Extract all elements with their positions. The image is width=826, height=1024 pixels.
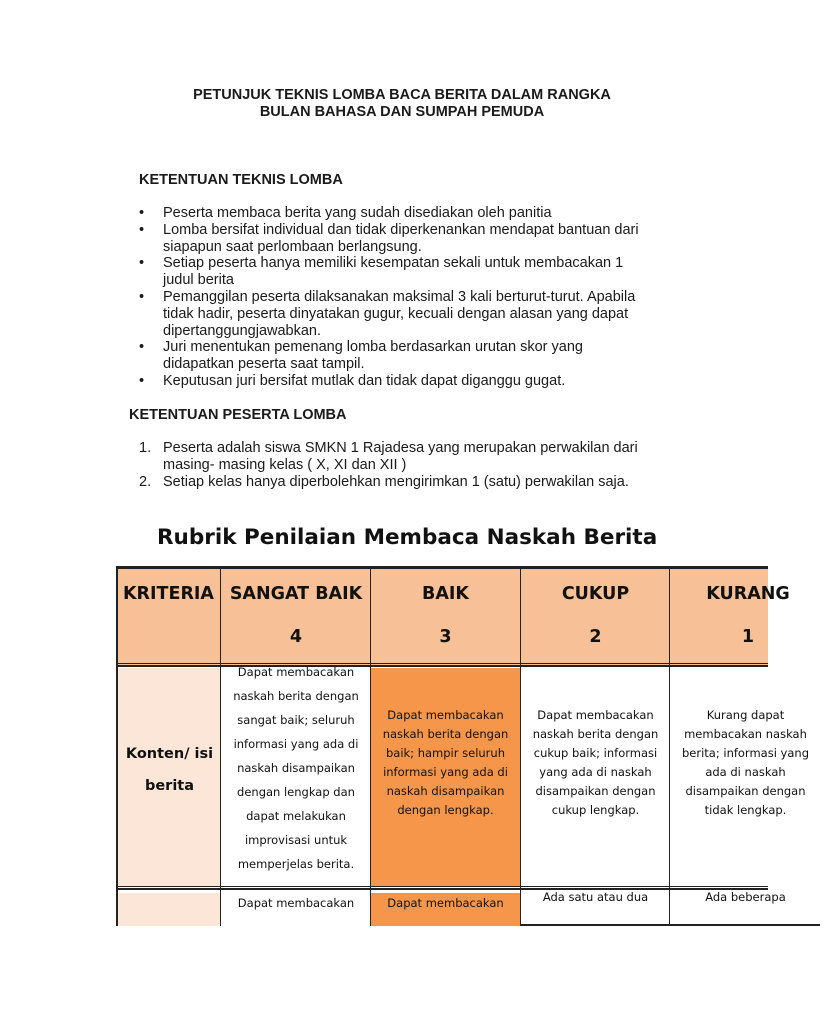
list-item: • Pemanggilan peserta dilaksanakan maksimal 3 kali berturut-turut. Apabila tidak hadir, peserta dinyatakan gugur, kecuali dengan alasan yang dapat dipertanggungjawabkan. — [139, 288, 636, 339]
list-item: • Keputusan juri bersifat mutlak dan tidak dapat diganggu gugat. — [139, 372, 566, 389]
header-cukup: CUKUP 2 — [561, 584, 630, 647]
header-baik: BAIK 3 — [422, 584, 469, 647]
cell-baik-row1: Dapat membacakan naskah berita dengan baik; hampir seluruh informasi yang ada di naskah disampaikan dengan lengkap. — [382, 708, 509, 817]
title-line-1: PETUNJUK TEKNIS LOMBA BACA BERITA DALAM RANGKA — [193, 87, 611, 103]
criterion-konten: Konten/ isi berita — [125, 746, 214, 794]
teknis-list — [139, 205, 653, 390]
peserta-list — [139, 440, 653, 490]
section-heading-peserta: KETENTUAN PESERTA LOMBA — [129, 407, 347, 423]
section-heading-teknis: KETENTUAN TEKNIS LOMBA — [139, 172, 343, 188]
header-kriteria: KRITERIA — [123, 584, 214, 604]
header-sangat-baik: SANGAT BAIK 4 — [229, 584, 363, 647]
list-item: 1. Peserta adalah siswa SMKN 1 Rajadesa yang merupakan perwakilan dari masing- masing kelas ( X, XI dan XII ) — [139, 440, 638, 473]
document-title — [150, 87, 654, 121]
cell-sangat-baik-row1: Dapat membacakan naskah berita dengan sangat baik; seluruh informasi yang ada di naskah disampaikan dengan lengkap dan dapat melakukan improvisasi untuk memperjelas berita. — [233, 665, 359, 871]
cell-kurang-row2: Ada beberapa — [705, 890, 786, 904]
list-item: • Setiap peserta hanya memiliki kesempatan sekali untuk membacakan 1 judul berita — [139, 255, 624, 289]
cell-sangat-baik-row2: Dapat membacakan — [237, 896, 355, 910]
list-item: 2. Setiap kelas hanya diperbolehkan mengirimkan 1 (satu) perwakilan saja. — [139, 473, 629, 490]
title-line-2: BULAN BAHASA DAN SUMPAH PEMUDA — [259, 104, 545, 120]
list-item: • Peserta membaca berita yang sudah disediakan oleh panitia — [139, 205, 552, 221]
cell-cukup-row2: Ada satu atau dua — [542, 890, 649, 904]
cell-kurang-row1: Kurang dapat membacakan naskah berita; informasi yang ada di naskah disampaikan dengan tidak lengkap. — [681, 708, 809, 817]
rubrik-table — [116, 566, 816, 926]
cell-cukup-row1: Dapat membacakan naskah berita dengan cukup baik; informasi yang ada di naskah disampaikan dengan cukup lengkap. — [532, 708, 659, 817]
header-kurang: KURANG 1 — [706, 584, 790, 647]
list-item: • Lomba bersifat individual dan tidak diperkenankan mendapat bantuan dari siapapun saat perlombaan berlangsung. — [139, 221, 639, 255]
list-item: • Juri menentukan pemenang lomba berdasarkan urutan skor yang didapatkan peserta saat tampil. — [139, 339, 583, 373]
cell-baik-row2: Dapat membacakan — [387, 896, 504, 910]
rubrik-title: Rubrik Penilaian Membaca Naskah Berita — [157, 525, 658, 550]
